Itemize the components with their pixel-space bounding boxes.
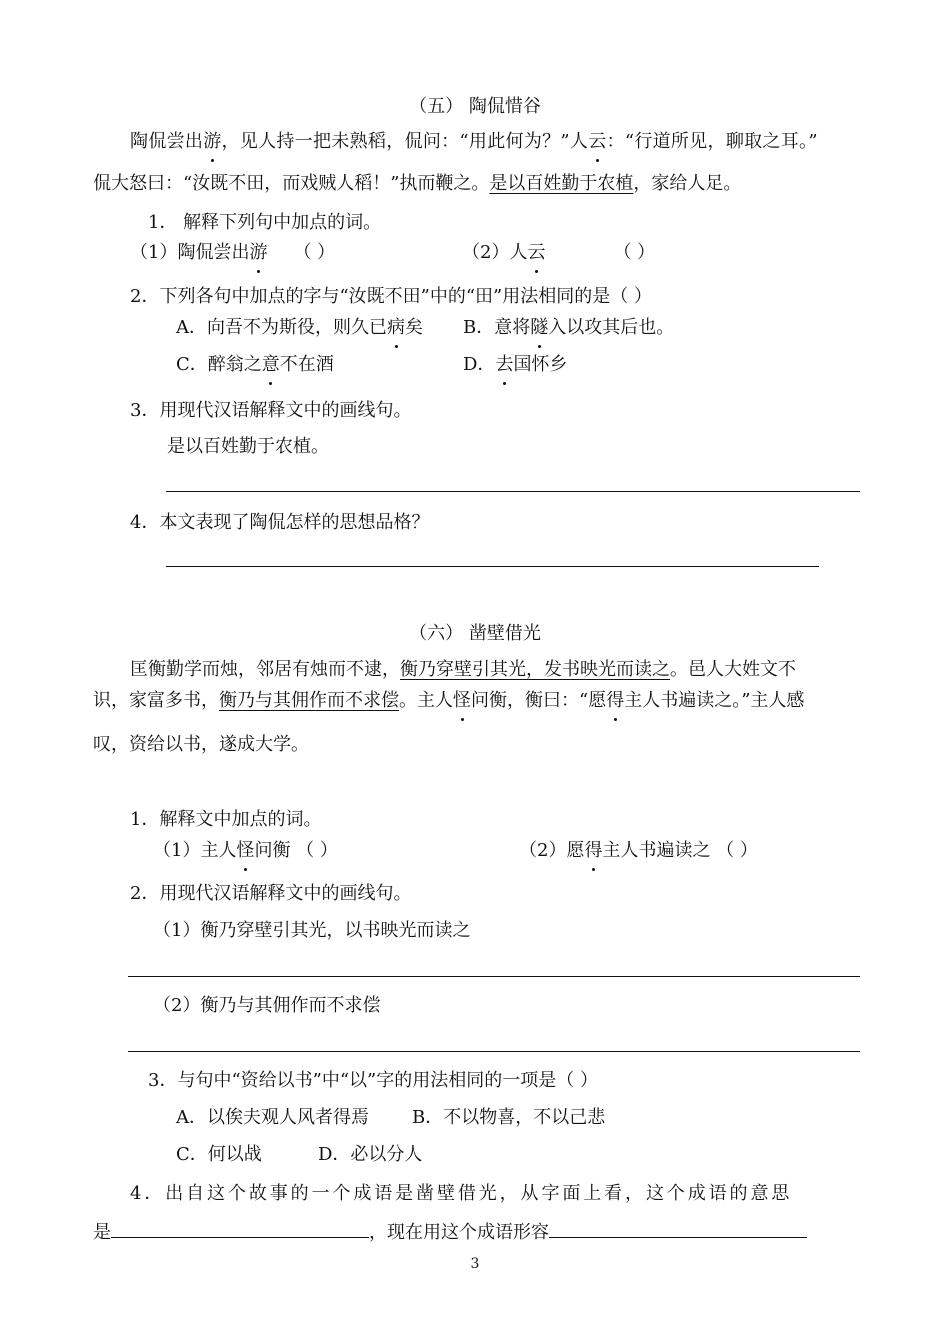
text: 问衡，衡曰：“愿: [471, 690, 607, 711]
section5-paragraph-line2: [93, 171, 741, 197]
s5-question-3: 3．用现代汉语解释文中的画线句。: [130, 400, 412, 421]
answer-line[interactable]: [128, 976, 860, 977]
answer-blank: （ ）: [613, 242, 656, 263]
s6-question-3-option-a: A．以俟夫观人风者得焉: [176, 1107, 369, 1128]
page-number: 3: [470, 1256, 480, 1272]
section6-paragraph-line1: [130, 657, 796, 683]
dotted-char: 怪: [236, 838, 254, 864]
underlined-sentence: 是以百姓勤于农植: [489, 173, 634, 194]
dotted-char: 云: [527, 240, 545, 266]
text: 国怀乡: [513, 354, 568, 375]
text: 主人书遍读之。”主人感: [624, 690, 805, 711]
text: A．向吾不为斯役，则久已: [176, 317, 387, 338]
text: ：“行道所见，聊取之耳。”: [606, 131, 818, 152]
s5-question-3-sentence: 是以百姓勤于农植。: [167, 436, 329, 457]
text: （2）愿: [519, 840, 585, 861]
underlined-sentence: 衡乃与其佣作而不求偿: [219, 690, 399, 711]
dotted-char: 病: [387, 315, 405, 341]
dotted-char: 游: [249, 240, 267, 266]
text: 。主人: [399, 690, 453, 711]
s5-question-4: 4．本文表现了陶侃怎样的思想品格？: [130, 512, 430, 533]
s6-question-3-option-c: C．何以战: [176, 1144, 262, 1165]
section6-paragraph-line2: [93, 688, 804, 714]
s6-question-1: 1．解释文中加点的词。: [130, 809, 322, 830]
underlined-sentence: 衡乃穿壁引其光，发书映光而读之: [400, 659, 670, 680]
fill-blank[interactable]: [549, 1217, 807, 1238]
s6-question-2-item-2: （2）衡乃与其佣作而不求偿: [153, 995, 381, 1016]
s6-question-3-option-d: D．必以分人: [318, 1144, 423, 1165]
s6-question-1-item-2: [519, 838, 758, 864]
dotted-char: 云: [588, 129, 606, 155]
dotted-char: 去: [495, 352, 513, 378]
dotted-char: 得: [606, 688, 624, 714]
text: 识，家富多书，: [93, 690, 219, 711]
s6-question-4-line1: 4．出自这个故事的一个成语是凿壁借光，从字面上看，这个成语的意思: [130, 1183, 793, 1204]
text: ，现在用这个成语形容: [369, 1222, 549, 1243]
s5-question-1: 1． 解释下列句中加点的词。: [148, 212, 382, 233]
fill-blank[interactable]: [111, 1217, 369, 1238]
answer-blank: 问衡 （ ）: [254, 840, 338, 861]
s6-question-3: 3．与句中“资给以书”中“以”字的用法相同的一项是（ ）: [148, 1070, 598, 1091]
answer-blank: （ ）: [293, 242, 336, 263]
section6-paragraph-line3: 叹，资给以书，遂成大学。: [93, 734, 309, 755]
s5-question-2-option-b: [463, 315, 674, 341]
text: 。邑人大姓文不: [670, 659, 796, 680]
s6-question-2: 2．用现代汉语解释文中的画线句。: [130, 883, 412, 904]
dotted-char: 意: [262, 352, 280, 378]
text: 陶侃尝出: [130, 131, 204, 152]
s6-question-4-line2: [93, 1217, 807, 1246]
dotted-char: 得: [584, 838, 602, 864]
text: （1）陶侃尝出: [130, 242, 250, 263]
s5-question-1-item-1: [130, 240, 335, 266]
answer-line[interactable]: [128, 1051, 860, 1052]
text: C．醉翁之: [176, 354, 262, 375]
answer-line[interactable]: [166, 566, 819, 567]
text: 匡衡勤学而烛，邻居有烛而不逮，: [130, 659, 400, 680]
s6-question-2-item-1: （1）衡乃穿壁引其光，以书映光而读之: [153, 920, 471, 941]
answer-blank: 主人书遍读之 （ ）: [602, 840, 758, 861]
text: 入以攻其后也。: [548, 317, 675, 338]
text: ，见人持一把未熟稻，侃问：“用此何为？”人: [221, 131, 589, 152]
s6-question-3-option-b: B．不以物喜，不以己悲: [412, 1107, 606, 1128]
s5-question-1-item-2: [462, 240, 655, 266]
dotted-char: 隧: [530, 315, 548, 341]
dotted-char: 怪: [453, 688, 471, 714]
section5-title: （五） 陶侃惜谷: [409, 96, 541, 117]
s5-question-2-option-d: [463, 352, 567, 378]
dotted-char: 游: [203, 129, 221, 155]
s6-question-1-item-1: [153, 838, 338, 864]
s5-question-2: 2．下列各句中加点的字与“汝既不田”中的“田”用法相同的是（ ）: [130, 286, 652, 307]
section5-paragraph-line1: [130, 129, 818, 155]
text: ，家给人足。: [633, 173, 742, 194]
text: B．意将: [463, 317, 531, 338]
text: （1）主人: [153, 840, 237, 861]
text: 不在酒: [279, 354, 334, 375]
text: 矣: [405, 317, 423, 338]
section6-title: （六） 凿壁借光: [409, 623, 541, 644]
text: D．: [463, 354, 496, 375]
s5-question-2-option-c: [176, 352, 334, 378]
s5-question-2-option-a: [176, 315, 423, 341]
text: 侃大怒曰：“汝既不田，而戏贼人稻！”执而鞭之。: [93, 173, 490, 194]
text: 是: [93, 1222, 111, 1243]
answer-line[interactable]: [166, 491, 860, 492]
text: （2）人: [462, 242, 528, 263]
